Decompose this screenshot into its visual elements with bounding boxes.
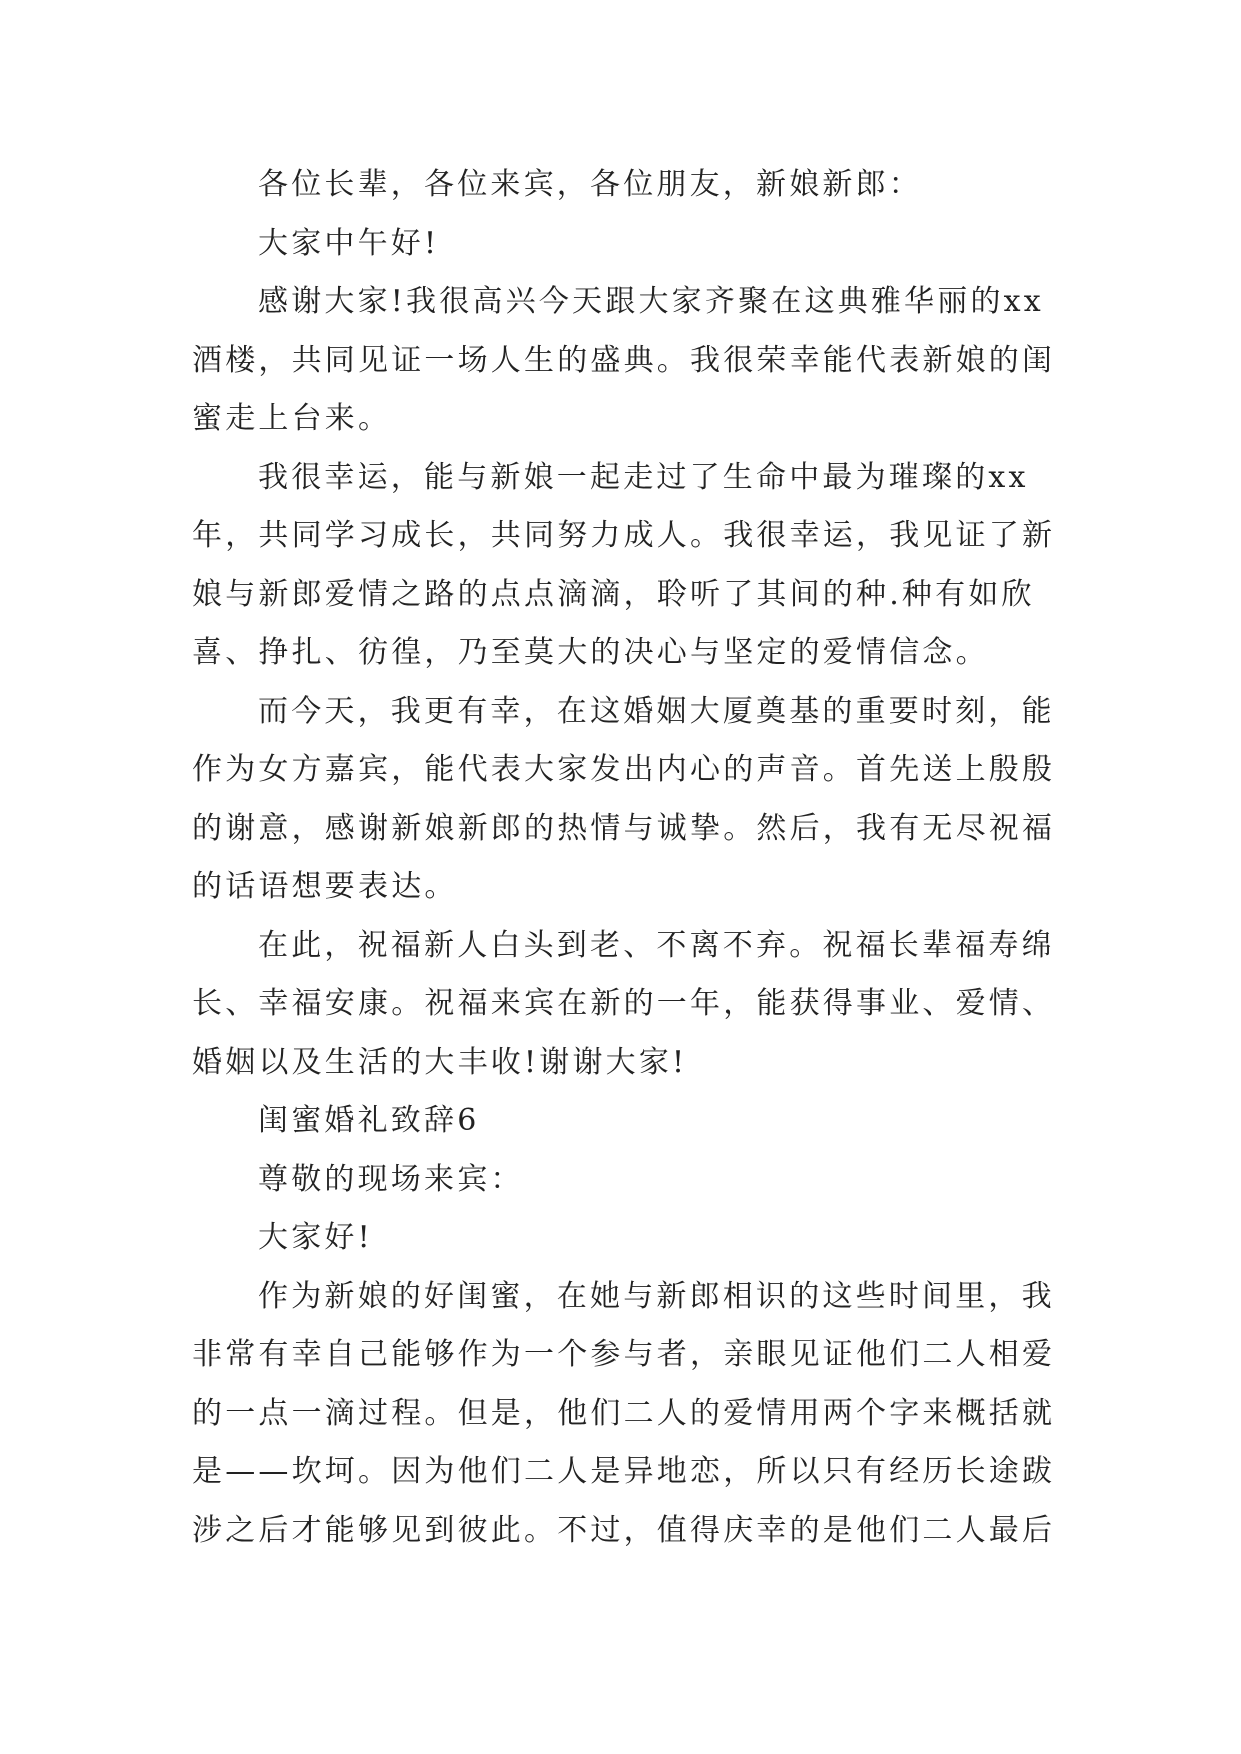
paragraph-best-friend: 作为新娘的好闺蜜，在她与新郎相识的这些时间里，我非常有幸自己能够作为一个参与者，亲眼见证他们二人相爱的一点一滴过程。但是，他们二人的爱情用两个字来概括就是——坎坷。因为他们二人是异地恋，所以只有经历长途跋涉之后才能够见到彼此。不过，值得庆幸的是他们二人最后 <box>192 1278 1056 1548</box>
paragraph-greeting: 各位长辈，各位来宾，各位朋友，新娘新郎： <box>258 167 922 202</box>
paragraph-address: 尊敬的现场来宾： <box>258 1161 524 1197</box>
paragraph-blessings: 在此，祝福新人白头到老、不离不弃。祝福长辈福寿绵长、幸福安康。祝福来宾在新的一年，能获得事业、爱情、婚姻以及生活的大丰收!谢谢大家! <box>192 927 1056 1080</box>
paragraph-good-afternoon: 大家中午好! <box>258 225 440 261</box>
paragraph-thanks: 感谢大家!我很高兴今天跟大家齐聚在这典雅华丽的xx酒楼，共同见证一场人生的盛典。我很荣幸能代表新娘的闺蜜走上台来。 <box>192 284 1056 436</box>
section-heading: 闺蜜婚礼致辞6 <box>258 1103 480 1138</box>
document-body <box>192 156 1062 1560</box>
paragraph-lucky: 我很幸运，能与新娘一起走过了生命中最为璀璨的xx年，共同学习成长，共同努力成人。我很幸运，我见证了新娘与新郎爱情之路的点点滴滴，聆听了其间的种.种有如欣喜、挣扎、彷徨，乃至莫大的决心与坚定的爱情信念。 <box>192 459 1056 670</box>
paragraph-today: 而今天，我更有幸，在这婚姻大厦奠基的重要时刻，能作为女方嘉宾，能代表大家发出内心的声音。首先送上殷殷的谢意，感谢新娘新郎的热情与诚挚。然后，我有无尽祝福的话语想要表达。 <box>192 693 1056 904</box>
paragraph-hello: 大家好! <box>258 1220 373 1255</box>
